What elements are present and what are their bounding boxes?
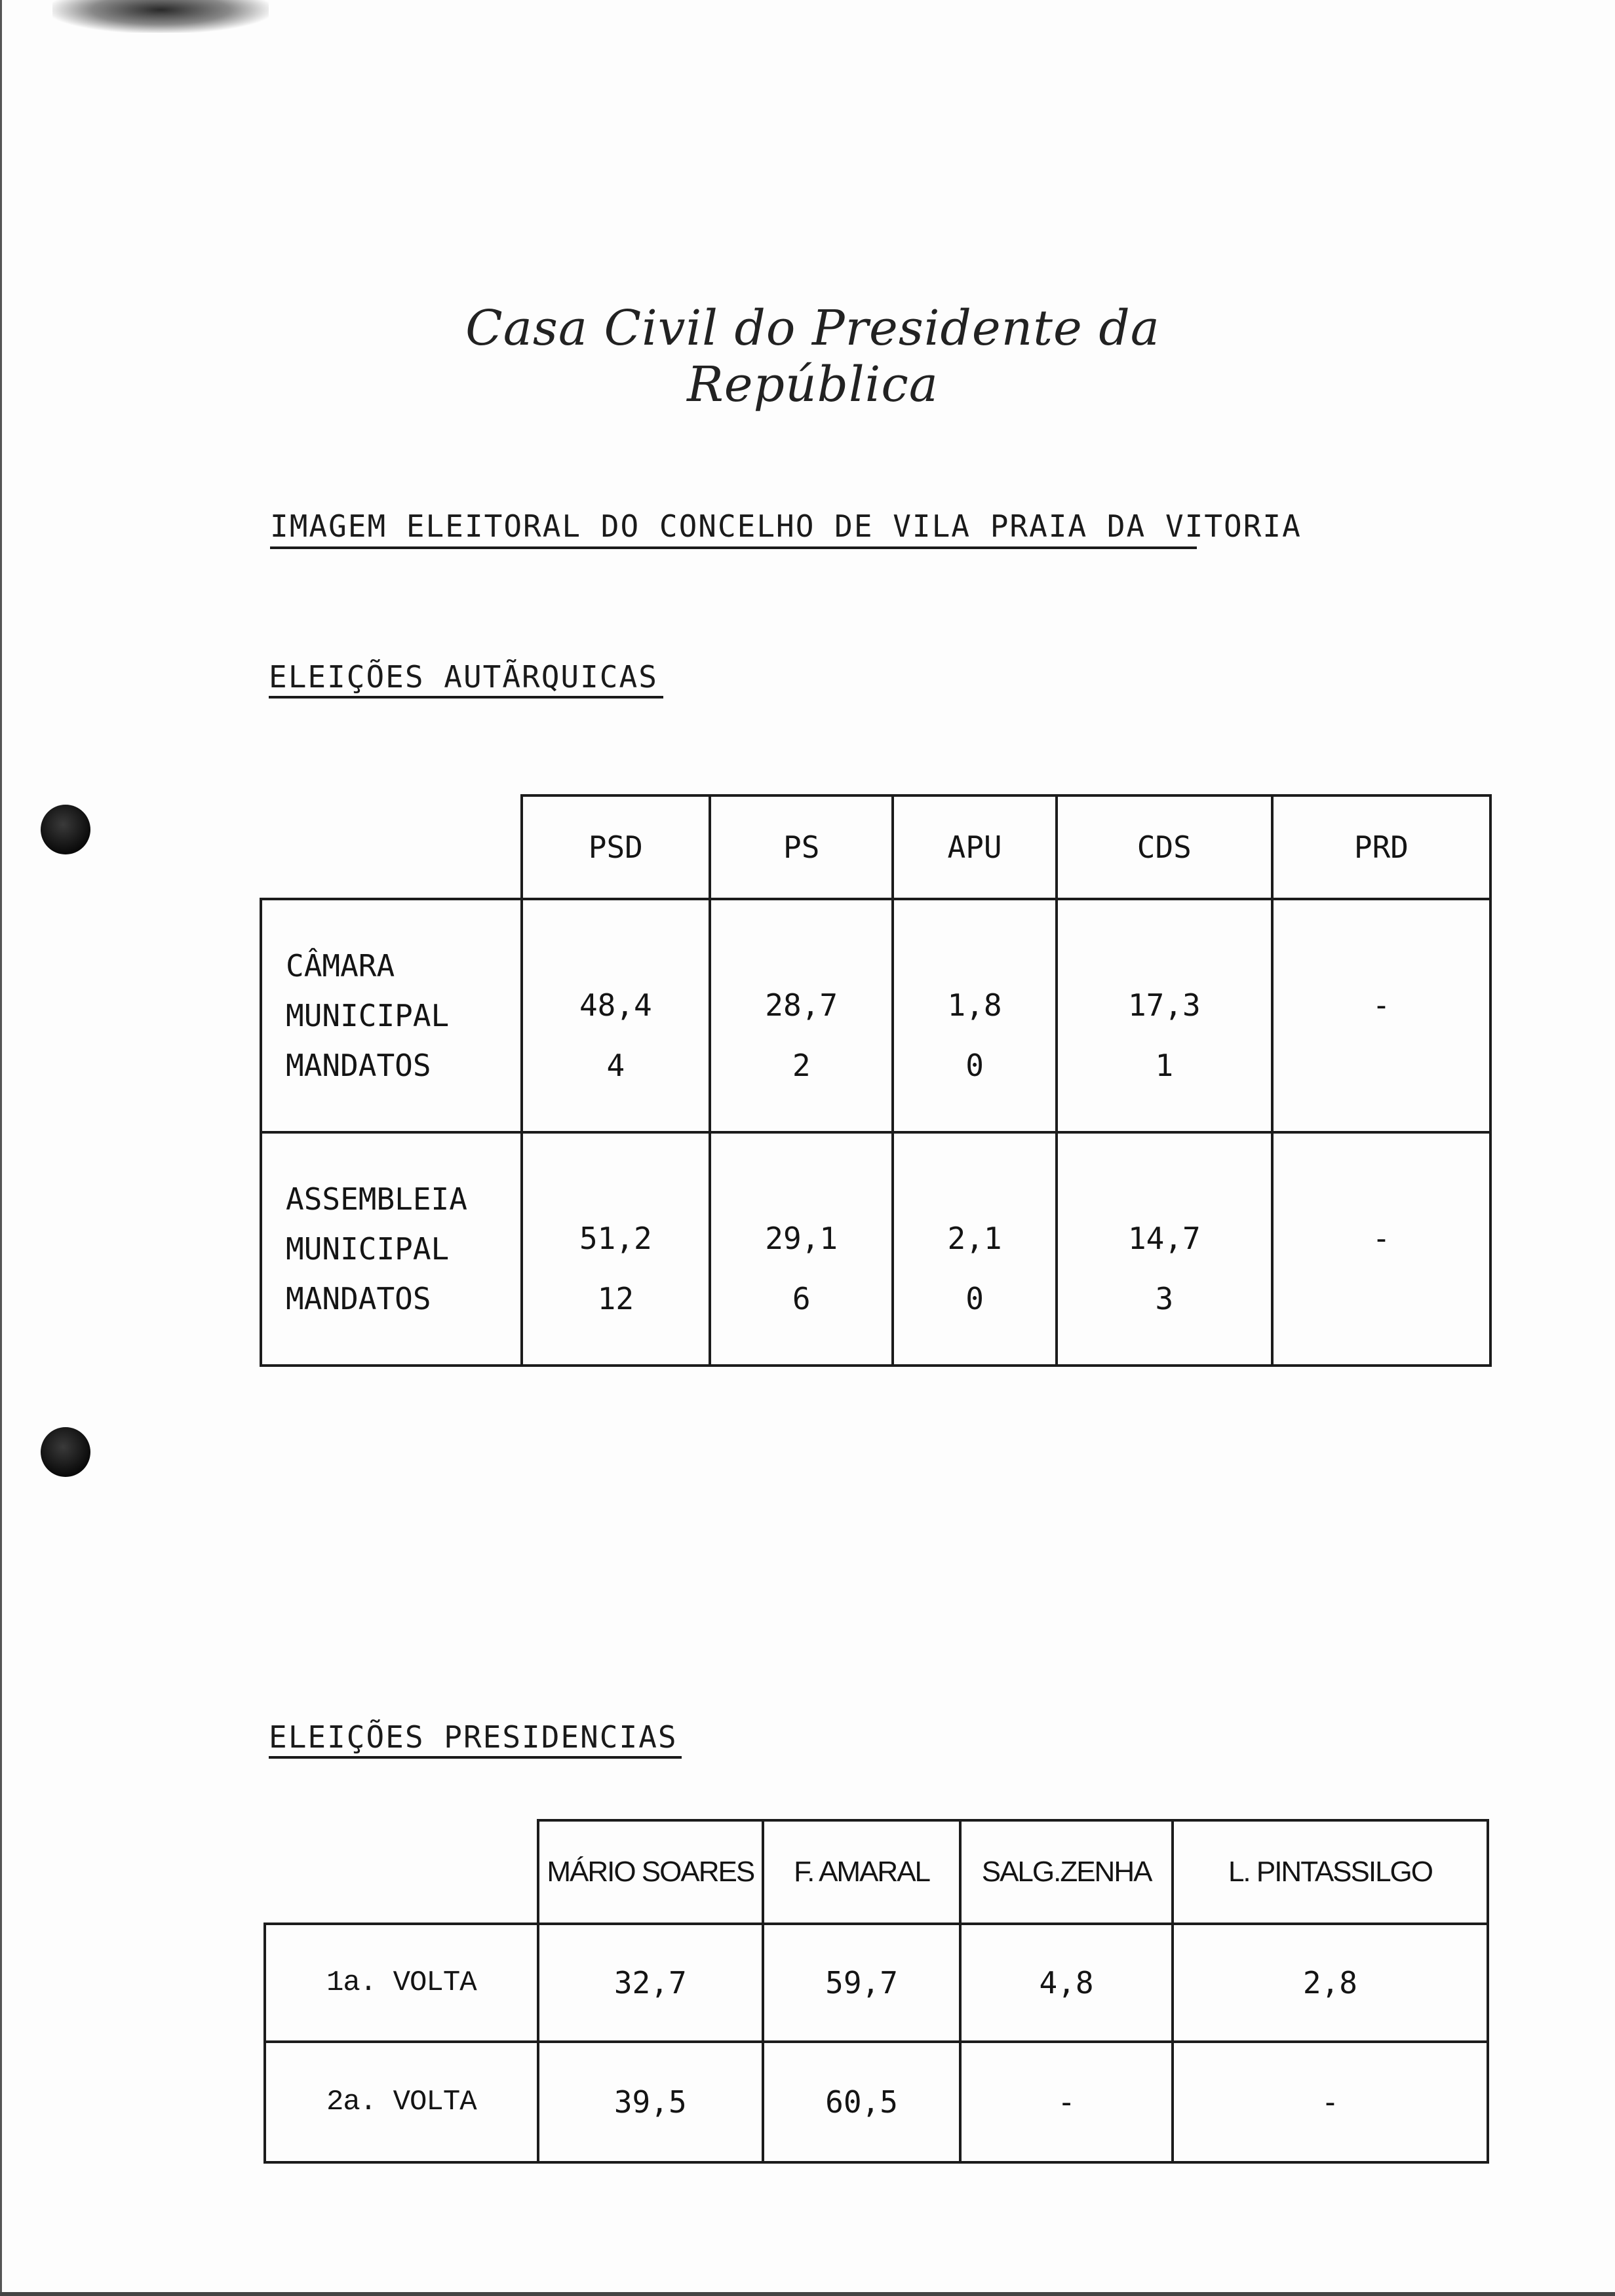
percent-value: 2,1 [947,1221,1002,1256]
mandatos-value: 1 [1155,1048,1174,1083]
result-cell: 60,5 [763,2042,960,2162]
mandatos-value: 4 [606,1048,625,1083]
percent-value: - [1372,1221,1391,1256]
camara-label-cell [261,899,522,1132]
primeira-volta-row [265,1924,1488,2042]
row-label-line2: MUNICIPAL [286,998,450,1033]
result-cell: 39,5 [538,2042,763,2162]
segunda-volta-row [265,2042,1488,2162]
percent-value: 17,3 [1127,987,1201,1023]
page-bottom-edge [0,2292,1615,2296]
assembleia-label-cell [261,1132,522,1366]
camara-municipal-row [261,899,1490,1132]
result-cell: 4,8 [960,1924,1173,2042]
mandatos-value: 6 [792,1281,811,1316]
result-cell: 59,7 [763,1924,960,2042]
autarquicas-heading-underline [269,696,663,698]
candidate-header-salg-zenha: SALG.ZENHA [960,1820,1173,1924]
mandatos-value [1372,1284,1391,1314]
percent-value: - [1372,987,1391,1023]
page-left-edge [0,0,2,2296]
mandatos-value: 12 [597,1281,634,1316]
party-header-cds: CDS [1057,795,1272,899]
letterhead: Casa Civil do Presidente da República [465,300,1160,413]
percent-value: 51,2 [579,1221,652,1256]
presidenciais-heading: ELEIÇÕES PRESIDENCIAS [269,1719,678,1755]
presidenciais-heading-underline [269,1756,682,1759]
candidate-header-mario-soares: MÁRIO SOARES [538,1820,763,1924]
row-label-line1: CÂMARA [286,948,395,984]
result-cell: 32,7 [538,1924,763,2042]
mandatos-value: 3 [1155,1281,1174,1316]
percent-value: 28,7 [765,987,838,1023]
mandatos-value: 0 [965,1281,984,1316]
row-label-2a-volta: 2a. VOLTA [265,2042,538,2162]
result-cell: 2,8 [1173,1924,1488,2042]
camara-apu-cell [893,899,1056,1132]
row-label-1a-volta: 1a. VOLTA [265,1924,538,2042]
mandatos-value: 2 [792,1048,811,1083]
candidate-header-l-pintassilgo: L. PINTASSILGO [1173,1820,1488,1924]
autarquicas-corner-cell [261,795,522,899]
party-header-psd: PSD [522,795,710,899]
party-header-prd: PRD [1272,795,1490,899]
mandatos-value [1372,1050,1391,1081]
candidate-header-f-amaral: F. AMARAL [763,1820,960,1924]
assembleia-cds-cell [1057,1132,1272,1366]
assembleia-psd-cell [522,1132,710,1366]
scan-smudge [52,0,269,33]
percent-value: 14,7 [1127,1221,1201,1256]
camara-cds-cell [1057,899,1272,1132]
assembleia-apu-cell [893,1132,1056,1366]
percent-value: 29,1 [765,1221,838,1256]
autarquicas-header-row [261,795,1490,899]
autarquicas-heading: ELEIÇÕES AUTÃRQUICAS [269,659,658,695]
row-label-line3: MANDATOS [286,1048,431,1083]
presidenciais-header-row [265,1820,1488,1924]
row-label-line3: MANDATOS [286,1281,431,1316]
assembleia-ps-cell [710,1132,893,1366]
camara-psd-cell [522,899,710,1132]
presidenciais-corner-cell [265,1820,538,1924]
autarquicas-table [260,794,1492,1367]
percent-value: 1,8 [947,987,1002,1023]
result-cell: - [960,2042,1173,2162]
camara-ps-cell [710,899,893,1132]
result-cell: - [1173,2042,1488,2162]
party-header-ps: PS [710,795,893,899]
presidenciais-table [263,1819,1489,2164]
page-title: IMAGEM ELEITORAL DO CONCELHO DE VILA PRAIA DA VITORIA [270,508,1302,544]
party-header-apu: APU [893,795,1056,899]
punch-hole-bottom [41,1427,90,1477]
assembleia-prd-cell [1272,1132,1490,1366]
row-label-line2: MUNICIPAL [286,1231,450,1267]
mandatos-value: 0 [965,1048,984,1083]
page-title-underline [270,546,1197,549]
row-label-line1: ASSEMBLEIA [286,1181,467,1217]
assembleia-municipal-row [261,1132,1490,1366]
punch-hole-top [41,805,90,854]
camara-prd-cell [1272,899,1490,1132]
percent-value: 48,4 [579,987,652,1023]
